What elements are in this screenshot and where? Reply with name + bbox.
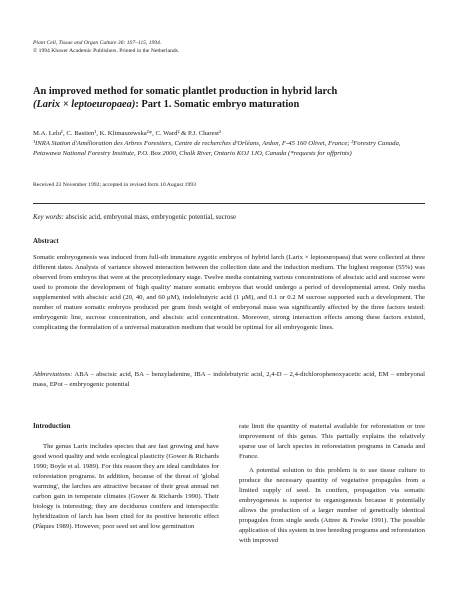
intro-paragraph-continued: rate limit the quantity of material available for reforestation or tree improvement of this genus. This partially explains the relatively sparse use of larch species in reforestation programs in Canada and France.	[239, 423, 425, 460]
copyright-line: © 1994 Kluwer Academic Publishers. Printed in the Netherlands.	[33, 47, 180, 54]
abstract-heading: Abstract	[33, 238, 59, 245]
received-dates: Received 23 November 1992; accepted in revised form 10 August 1993	[33, 182, 196, 188]
body-column-right	[239, 422, 425, 546]
author-block	[33, 129, 425, 159]
abstract-text: Somatic embryogenesis was induced from full-sib immature zygotic embryos of hybrid larch (Larix × leptoeuropaea) that were collected at three different dates. Analysis of variance showed interaction between the collection date and the induction medium. The highest response (55%) was observed from embryos that were at the precotyledonary stage. Twelve media containing various concentrations of abscisic acid and sucrose were used to promote the development of 'high quality' mature somatic embryos that would undergo a period of developmental arrest. Only media supplemented with abscisic acid (20, 40, and 60 μM), indolebutyric acid (1 μM), and 0.1 or 0.2 M sucrose supported such a development. The number of mature somatic embryos produced per gram fresh weight of embryonal mass was significantly affected by the three factors tested: embryogenic line, sucrose concentration, and abscisic acid concentration. Moreover, strong interaction effects among these factors existed, complicating the formulation of a universal maturation medium that would be optimal for all embryogenic lines.	[33, 254, 425, 331]
paper-title	[33, 86, 425, 112]
title-line-1: An improved method for somatic plantlet production in hybrid larch	[33, 86, 338, 97]
introduction-heading: Introduction	[33, 423, 71, 430]
title-subtitle: : Part 1. Somatic embryo maturation	[135, 98, 300, 110]
intro-paragraph-1: The genus Larix includes species that are fast growing and have good wood quality and wide ecological plasticity (Gower & Richards 1990; Boyle et al. 1989). For this reason they are ideal candidates for reforestation programs. In addition, because of the threat of 'global warming', the larches are attractive because of their great annual net carbon gain in temperate climates (Gower & Richards 1990). Their biology is interesting; they are deciduous conifers and interspecific hybridization of larch has been cited for its positive heterotic effect (Pâques 1989). However, poor seed set and low germination	[33, 443, 219, 530]
keywords-text: abscisic acid, embryonal mass, embryogenic potential, sucrose	[63, 214, 237, 221]
abbreviations-text: ABA – abscisic acid, BA – benzyladenine, IBA – indolebutyric acid, 2,4-D – 2,4-dichlorophenoxyacetic acid, EM – embryonal mass, EPot – embryogenic potential	[33, 371, 425, 388]
keywords-label: Key words:	[33, 214, 64, 221]
abbreviations	[33, 370, 425, 390]
author-list: M.A. Lelu¹, C. Bastien¹, K. Klimaszewska²*, C. Ward² & P.J. Charest²	[33, 130, 222, 137]
body-column-left	[33, 422, 219, 532]
affiliation: ¹INRA Station d'Amélioration des Arbres Forestiers, Centre de recherches d'Orléans, Ardon, F-45 160 Olivet, France; ²Forestry Canada, Petawawa National Forestry Institute, P.O. Box 2000, Chalk River, Ontario KOJ 1JO, Canada (*requests for offprints)	[33, 140, 401, 157]
title-line-2	[33, 99, 425, 112]
title-species: (Larix × leptoeuropaea)	[33, 98, 136, 110]
keywords	[33, 213, 425, 222]
abbreviations-label: Abbreviations:	[33, 371, 73, 378]
intro-paragraph-2: A potential solution to this problem is to use tissue culture to produce the necessary quantity of vegetative propagules from a limited supply of seed. In conifers, propagation via somatic embryogenesis is superior to organogenesis because it potentially allows the production of a larger number of genetically identical propagules from single seeds (Attree & Fowke 1991). The possible application of this system in tree breeding programs and reforestation with improved	[239, 467, 425, 544]
journal-header	[33, 40, 425, 55]
divider	[33, 203, 425, 204]
journal-citation: Plant Cell, Tissue and Organ Culture 36: 107–115, 1994.	[33, 40, 162, 46]
